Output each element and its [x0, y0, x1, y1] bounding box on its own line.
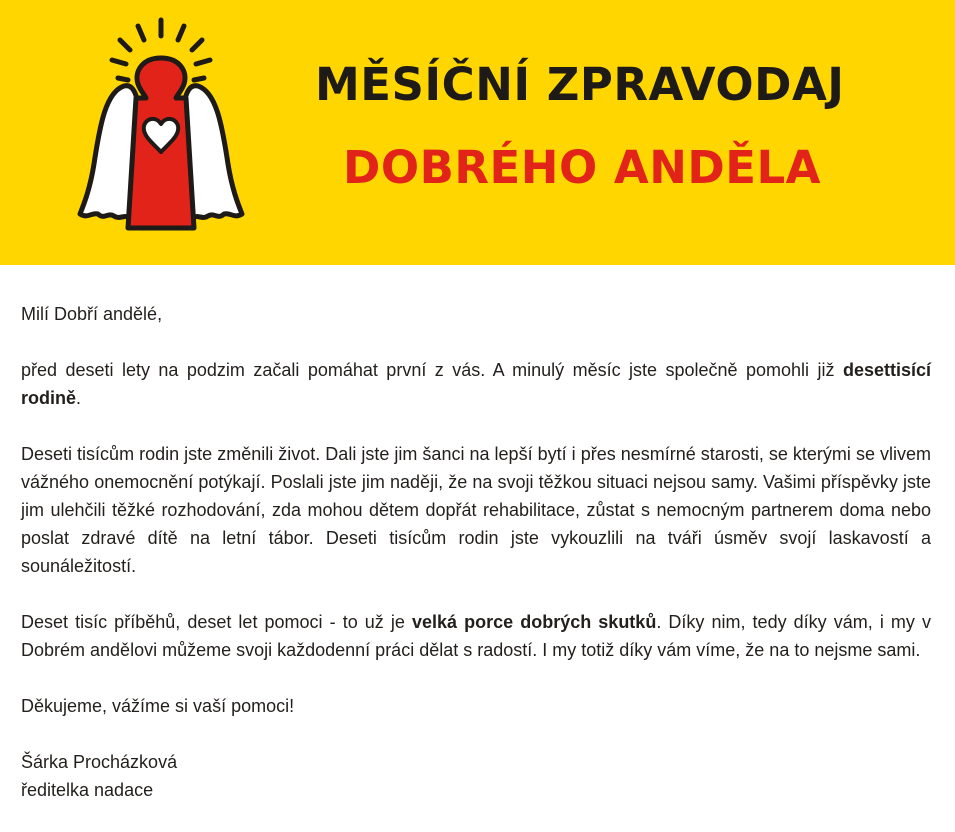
paragraph-3-bold: velká porce dobrých skutků — [411, 612, 657, 632]
banner-title-block — [300, 0, 920, 265]
paragraph-3-text: Deset tisíc příběhů, deset let pomoci - to už je — [21, 612, 412, 632]
paragraph-1-end: . — [76, 388, 82, 408]
signature-role: ředitelka nadace — [21, 780, 154, 800]
signature-name: Šárka Procházková — [21, 752, 178, 772]
paragraph-2: Deseti tisícům rodin jste změnili život. Dali jste jim šanci na lepší bytí i přes nesmírné starosti, se kterými se vlivem vážného onemocnění potýkají. Poslali jste jim naději, že na svoji těžkou situaci nejsou samy. Vašimi příspěvky jste jim ulehčili těžké rozhodování, zda mohou dětem dopřát rehabilitace, zůstat s nemocným partnerem doma nebo poslat zdravé dítě na letní tábor. Deseti tisícům rodin jste vykouzlili na tváři úsměv svojí laskavostí a sounáležitostí. — [21, 444, 931, 576]
closing: Děkujeme, vážíme si vaší pomoci! — [21, 696, 295, 716]
paragraph-1-text: před deseti lety na podzim začali pomáhat první z vás. A minulý měsíc jste společně pomohli již — [21, 360, 843, 380]
newsletter-title: MĚSÍČNÍ ZPRAVODAJ — [315, 58, 845, 111]
newsletter-banner — [0, 0, 955, 265]
angel-logo-icon — [76, 14, 246, 234]
paragraph-3 — [21, 608, 931, 664]
newsletter-subtitle: DOBRÉHO ANDĚLA — [343, 141, 821, 194]
letter-body — [21, 300, 931, 804]
signature — [21, 748, 931, 804]
greeting: Milí Dobří andělé, — [21, 304, 163, 324]
paragraph-1 — [21, 356, 931, 412]
paragraph-3-end: . Díky nim, tedy díky vám, i my v Dobrém andělovi můžeme svoji každodenní práci dělat s radostí. I my totiž díky vám víme, že na to nejsme sami. — [21, 612, 931, 660]
paragraph-1-bold: desettisící rodině — [21, 360, 931, 408]
